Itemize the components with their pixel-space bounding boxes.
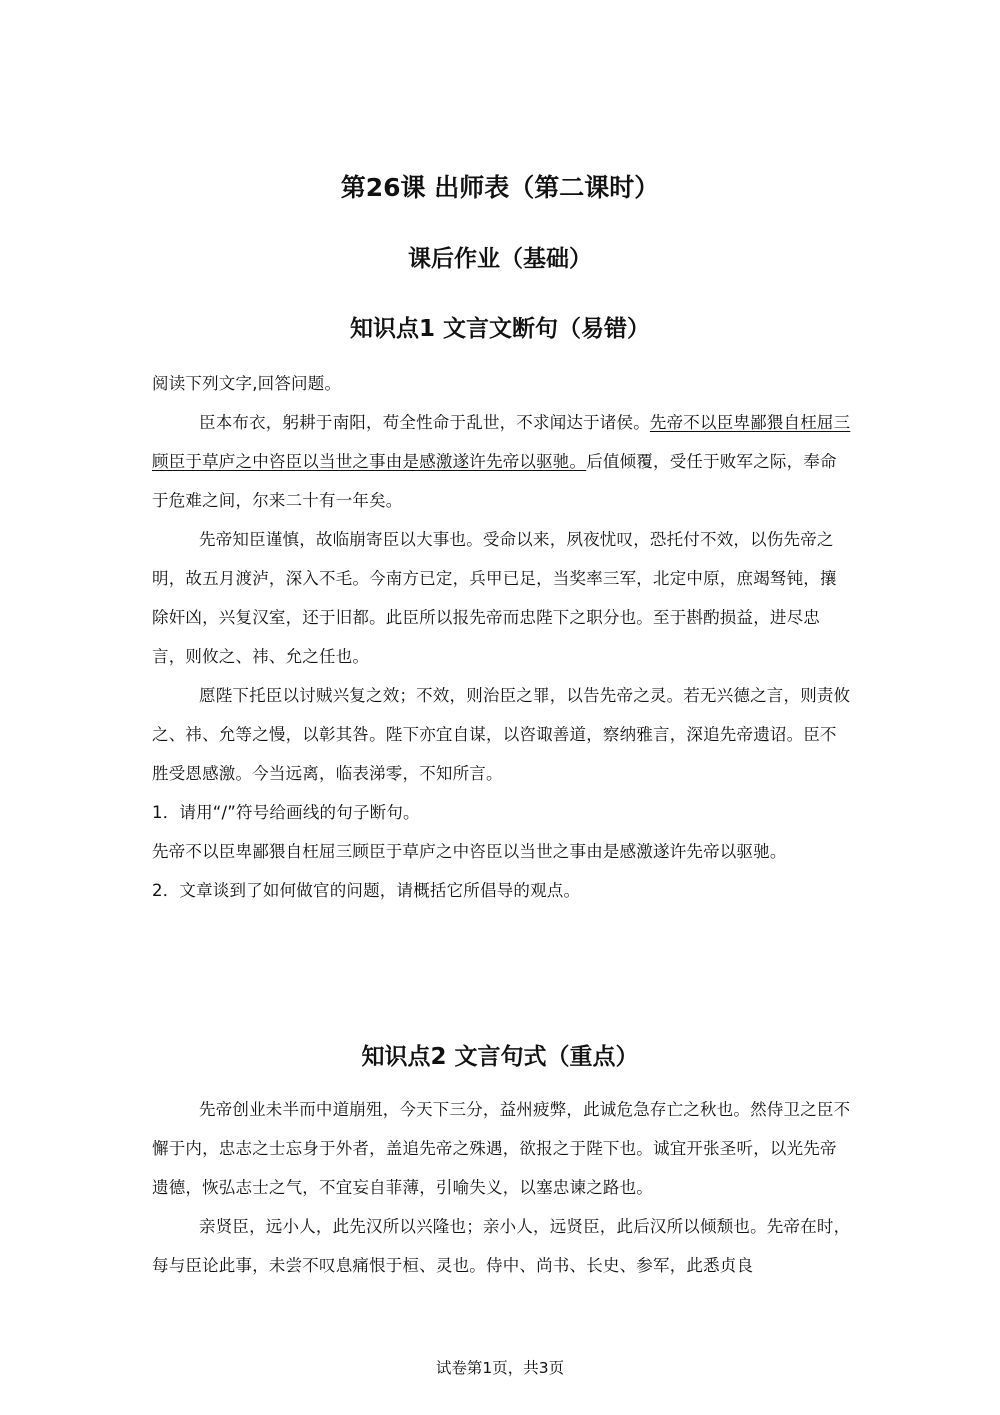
passage2-paragraph1: 先帝创业未半而中道崩殂，今天下三分，益州疲弊，此诚危急存亡之秋也。然侍卫之臣不懈于内，忠志之士忘身于外者，盖追先帝之殊遇，欲报之于陛下也。诚宜开张圣听，以光先帝遗德，恢弘志士之气，不宜妄自菲薄，引喻失义，以塞忠谏之路也。 bbox=[152, 1100, 851, 1197]
underlined-sentence: 先帝不以臣卑鄙猥自枉屈三顾臣于草庐之中咨臣以当世之事由是感激遂许先帝以驱驰。 bbox=[152, 413, 851, 471]
question-1: 1．请用“/”符号给画线的句子断句。 bbox=[152, 803, 420, 822]
passage2-paragraph2: 亲贤臣，远小人，此先汉所以兴隆也；亲小人，远贤臣，此后汉所以倾颓也。先帝在时，每与臣论此事，未尝不叹息痛恨于桓、灵也。侍中、尚书、长史、参军，此悉贞良 bbox=[152, 1217, 851, 1275]
page-subtitle: 课后作业（基础） bbox=[408, 246, 592, 272]
passage1-paragraph3: 愿陛下托臣以讨贼兴复之效；不效，则治臣之罪，以告先帝之灵。若无兴德之言，则责攸之、祎、允等之慢，以彰其咎。陛下亦宜自谋，以咨诹善道，察纳雅言，深追先帝遗诏。臣不胜受恩感激。今当远离，临表涕零，不知所言。 bbox=[152, 686, 851, 783]
page-footer: 试卷第1页，共3页 bbox=[435, 1359, 565, 1377]
question-2: 2．文章谈到了如何做官的问题，请概括它所倡导的观点。 bbox=[152, 881, 581, 900]
question-1-sentence: 先帝不以臣卑鄙猥自枉屈三顾臣于草庐之中咨臣以当世之事由是感激遂许先帝以驱驰。 bbox=[152, 842, 787, 861]
section1-heading: 知识点1 文言文断句（易错） bbox=[349, 316, 650, 342]
paragraph-text: 臣本布衣，躬耕于南阳，苟全性命于乱世，不求闻达于诸侯。 bbox=[199, 413, 650, 432]
passage1-paragraph1 bbox=[152, 403, 852, 520]
passage1-paragraph2: 先帝知臣谨慎，故临崩寄臣以大事也。受命以来，夙夜忧叹，恐托付不效，以伤先帝之明，故五月渡泸，深入不毛。今南方已定，兵甲已足，当奖率三军，北定中原，庶竭驽钝，攘除奸凶，兴复汉室，还于旧都。此臣所以报先帝而忠陛下之职分也。至于斟酌损益，进尽忠言，则攸之、祎、允之任也。 bbox=[152, 530, 837, 666]
paragraph-text: 后值倾覆，受任于败军之际，奉命于危难之间，尔来二十有一年矣。 bbox=[152, 452, 837, 510]
instruction: 阅读下列文字,回答问题。 bbox=[152, 374, 342, 393]
page-title: 第26课 出师表（第二课时） bbox=[340, 173, 660, 202]
section2-heading: 知识点2 文言句式（重点） bbox=[361, 1044, 639, 1070]
